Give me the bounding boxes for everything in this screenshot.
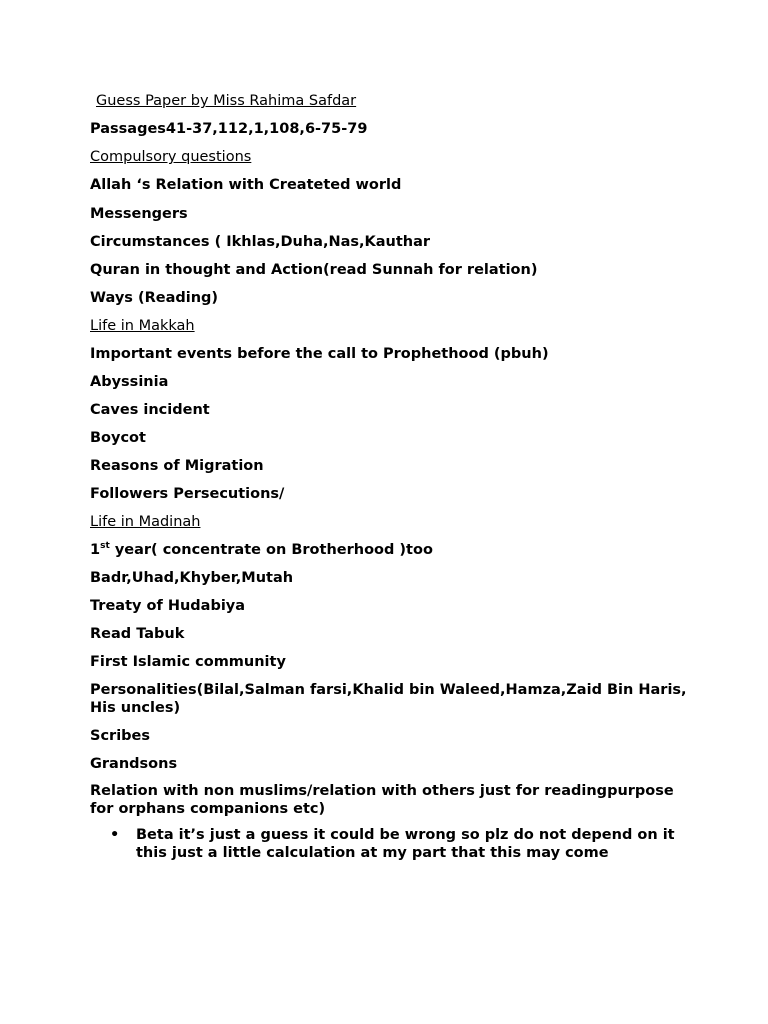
compulsory-item: Ways (Reading) <box>90 290 219 306</box>
compulsory-item: Circumstances ( Ikhlas,Duha,Nas,Kauthar <box>90 234 431 250</box>
makkah-item: Caves incident <box>90 402 210 418</box>
makkah-item: Followers Persecutions/ <box>90 486 285 502</box>
ordinal-suffix: st <box>100 541 110 552</box>
compulsory-item: Quran in thought and Action(read Sunnah for relation) <box>90 262 538 278</box>
madinah-item-relations: Relation with non muslims/relation with others just for readingpurpose for orphans companions etc) <box>90 783 674 817</box>
madinah-item-first-year <box>90 541 433 559</box>
madinah-heading: Life in Madinah <box>90 514 201 530</box>
madinah-item: Grandsons <box>90 756 178 772</box>
ordinal-number: 1 <box>90 542 101 558</box>
makkah-item: Reasons of Migration <box>90 458 264 474</box>
madinah-item: First Islamic community <box>90 654 286 670</box>
makkah-heading: Life in Makkah <box>90 318 195 334</box>
madinah-item-personalities: Personalities(Bilal,Salman farsi,Khalid bin Waleed,Hamza,Zaid Bin Haris, His uncles) <box>90 682 687 716</box>
madinah-item: Badr,Uhad,Khyber,Mutah <box>90 570 294 586</box>
makkah-item: Boycot <box>90 430 146 446</box>
document-title: Guess Paper by Miss Rahima Safdar <box>96 93 357 109</box>
compulsory-item: Allah ‘s Relation with Createted world <box>90 177 402 193</box>
makkah-item: Abyssinia <box>90 374 169 390</box>
madinah-item: Scribes <box>90 728 151 744</box>
compulsory-heading: Compulsory questions <box>90 149 252 165</box>
compulsory-item: Messengers <box>90 206 188 222</box>
madinah-item: Treaty of Hudabiya <box>90 598 246 614</box>
madinah-item: Read Tabuk <box>90 626 185 642</box>
makkah-item: Important events before the call to Prophethood (pbuh) <box>90 346 549 362</box>
bullet-icon: • <box>110 827 120 843</box>
passages-line: Passages41-37,112,1,108,6-75-79 <box>90 121 368 137</box>
bullet-note-text: Beta it’s just a guess it could be wrong so plz do not depend on it this just a little calculation at my part that this may come <box>136 827 675 861</box>
first-year-text: year( concentrate on Brotherhood )too <box>109 542 433 558</box>
